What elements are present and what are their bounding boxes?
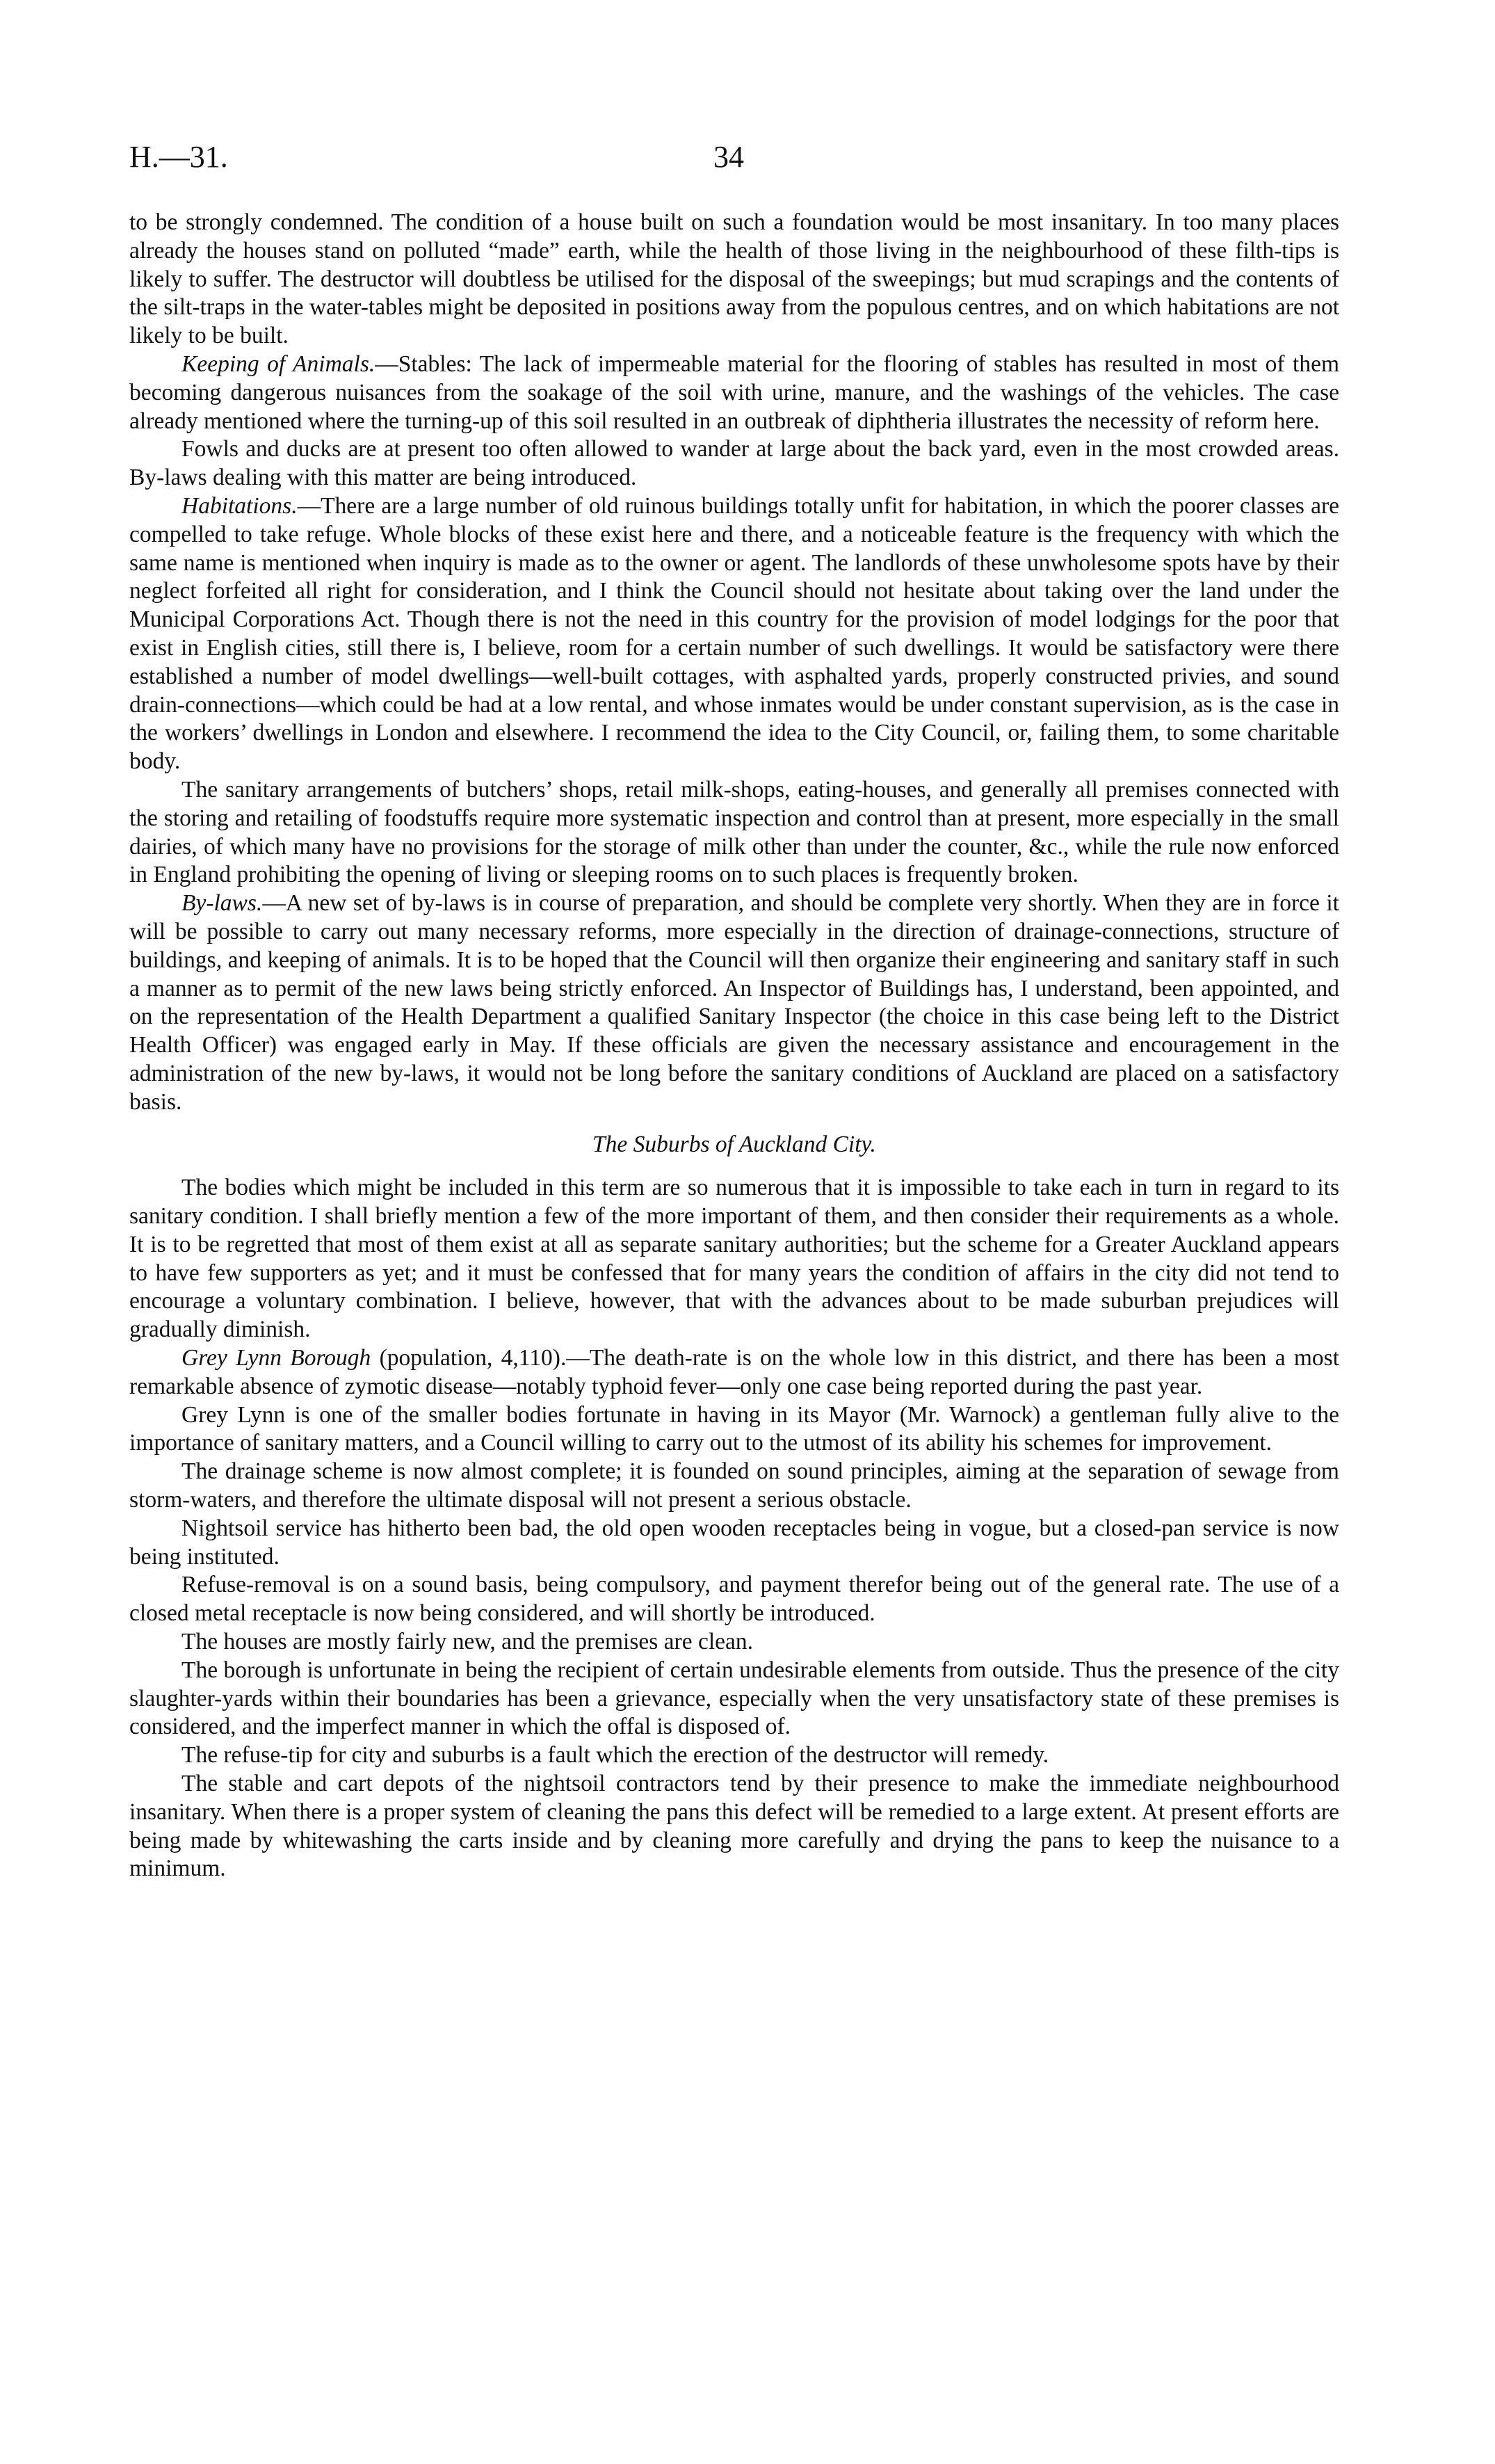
paragraph: By-laws.—A new set of by-laws is in course of preparation, and should be complete very shortly. When they are in force it will be possible to carry out many necessary reforms, more especially in the direction of drainage-connections, structure of buildings, and keeping of animals. It is to be hoped that the Council will then organize their engineering and sanitary staff in such a manner as to permit of the new laws being strictly enforced. An Inspector of Buildings has, I understand, been appointed, and on the representation of the Health Department a qualified Sanitary Inspector (the choice in this case being left to the District Health Officer) was engaged early in May. If these officials are given the necessary assistance and encouragement in the administration of the new by-laws, it would not be long before the sanitary conditions of Auckland are placed on a satisfactory basis. <box>129 890 1339 1115</box>
paragraph: Nightsoil service has hitherto been bad, the old open wooden receptacles being in vogue, but a closed-pan service is now being instituted. <box>129 1515 1339 1570</box>
page-header <box>129 139 1339 181</box>
paragraph-lead: By-laws. <box>181 890 263 917</box>
paragraph: Refuse-removal is on a sound basis, being compulsory, and payment therefor being out of the general rate. The use of a closed metal receptacle is now being considered, and will shortly be introduced. <box>129 1572 1339 1627</box>
paragraph: Grey Lynn is one of the smaller bodies fortunate in having in its Mayor (Mr. Warnock) a gentleman fully alive to the importance of sanitary matters, and a Council willing to carry out to the utmost of its ability his schemes for improvement. <box>129 1401 1339 1456</box>
document-id: H.—31. <box>129 140 228 174</box>
paragraph: The bodies which might be included in this term are so numerous that it is impossible to take each in turn in regard to its sanitary condition. I shall briefly mention a few of the more important of them, and then consider their requirements as a whole. It is to be regretted that most of them exist at all as separate sanitary authorities; but the scheme for a Greater Auckland appears to have few supporters as yet; and it must be confessed that for many years the condition of affairs in the city did not tend to encourage a voluntary combination. I believe, however, that with the advances about to be made suburban prejudices will gradually diminish. <box>129 1175 1339 1343</box>
paragraph-lead: Grey Lynn Borough <box>181 1345 371 1371</box>
page-number: 34 <box>713 140 744 174</box>
paragraph-lead: Habitations. <box>181 492 298 519</box>
paragraph: The refuse-tip for city and suburbs is a fault which the erection of the destructor will remedy. <box>181 1742 1049 1769</box>
paragraph: The borough is unfortunate in being the recipient of certain undesirable elements from outside. Thus the presence of the city slaughter-yards within their boundaries has been a grievance, especially when the very unsatisfactory state of these premises is considered, and the imperfect manner in which the offal is disposed of. <box>129 1657 1339 1740</box>
paragraph-lead: Keeping of Animals. <box>181 351 375 377</box>
paragraph: Grey Lynn Borough (population, 4,110).—The death-rate is on the whole low in this district, and there has been a most remarkable absence of zymotic disease—notably typhoid fever—only one case being reported during the past year. <box>129 1345 1340 1399</box>
paragraph: to be strongly condemned. The condition of a house built on such a foundation would be most insanitary. In too many places already the houses stand on polluted “made” earth, while the health of those living in the neighbourhood of these filth-tips is likely to suffer. The destructor will doubtless be utilised for the disposal of the sweepings; but mud scrapings and the contents of the silt-traps in the water-tables might be deposited in positions away from the populous centres, and on which habitations are not likely to be built. <box>129 209 1339 349</box>
paragraph: Habitations.—There are a large number of old ruinous buildings totally unfit for habitation, in which the poorer classes are compelled to take refuge. Whole blocks of these exist here and there, and a noticeable feature is the frequency with which the same name is mentioned when inquiry is made as to the owner or agent. The landlords of these unwholesome spots have by their neglect forfeited all right for consideration, and I think the Council should not hesitate about taking over the land under the Municipal Corporations Act. Though there is not the need in this country for the provision of model lodgings for the poor that exist in English cities, still there is, I believe, room for a certain number of such dwellings. It would be satisfactory were there established a number of model dwellings—well-built cottages, with asphalted yards, properly constructed privies, and sound drain-connections—which could be had at a low rental, and whose inmates would be under constant supervision, as is the case in the workers’ dwellings in London and elsewhere. I recommend the idea to the City Council, or, failing them, to some charitable body. <box>129 492 1339 775</box>
paragraph: The houses are mostly fairly new, and the premises are clean. <box>181 1629 753 1655</box>
paragraph: The sanitary arrangements of butchers’ shops, retail milk-shops, eating-houses, and generally all premises connected with the storing and retailing of foodstuffs require more systematic inspection and control than at present, more especially in the small dairies, of which many have no provisions for the storage of milk other than under the counter, &c., while the rule now enforced in England prohibiting the opening of living or sleeping rooms on to such places is frequently broken. <box>129 776 1339 888</box>
paragraph: Fowls and ducks are at present too often allowed to wander at large about the back yard, even in the most crowded areas. By-laws dealing with this matter are being introduced. <box>129 436 1339 491</box>
body-text <box>129 209 1339 1883</box>
paragraph: The stable and cart depots of the nightsoil contractors tend by their presence to make the immediate neighbourhood insanitary. When there is a proper system of cleaning the pans this defect will be remedied to a large extent. At present efforts are being made by whitewashing the carts inside and by cleaning more carefully and drying the pans to keep the nuisance to a minimum. <box>129 1771 1339 1882</box>
paragraph: Keeping of Animals.—Stables: The lack of impermeable material for the flooring of stables has resulted in most of them becoming dangerous nuisances from the soakage of the soil with urine, manure, and the washings of the vehicles. The case already mentioned where the turning-up of this soil resulted in an outbreak of diphtheria illustrates the necessity of reform here. <box>129 351 1339 434</box>
paragraph: The drainage scheme is now almost complete; it is founded on sound principles, aiming at the separation of sewage from storm-waters, and therefore the ultimate disposal will not present a serious obstacle. <box>129 1458 1339 1513</box>
section-heading: The Suburbs of Auckland City. <box>592 1131 876 1157</box>
